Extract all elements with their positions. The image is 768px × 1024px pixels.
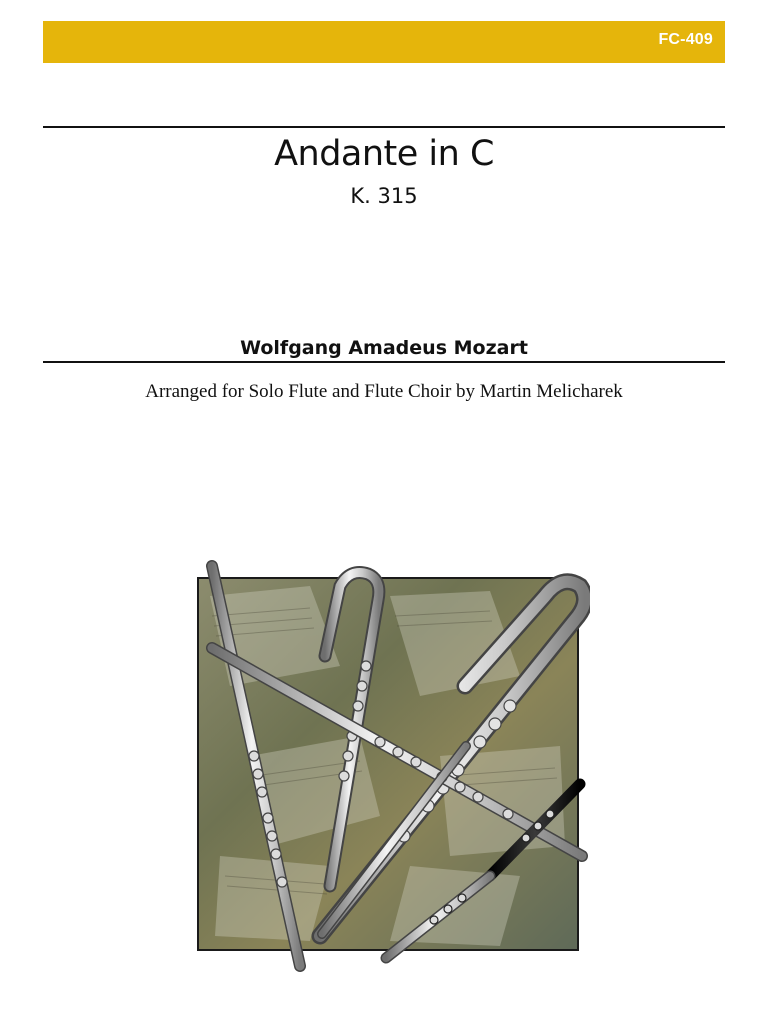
header-band [43,21,725,63]
piece-title: Andante in C [274,134,494,174]
catalog-number: K. 315 [350,184,418,208]
composer-name: Wolfgang Amadeus Mozart [240,337,528,359]
catalog-code: FC-409 [658,31,713,48]
top-divider [43,126,725,128]
arrangement-credit: Arranged for Solo Flute and Flute Choir by Martin Melicharek [145,381,623,402]
composer-divider [43,361,725,363]
flutes-illustration [190,556,590,976]
